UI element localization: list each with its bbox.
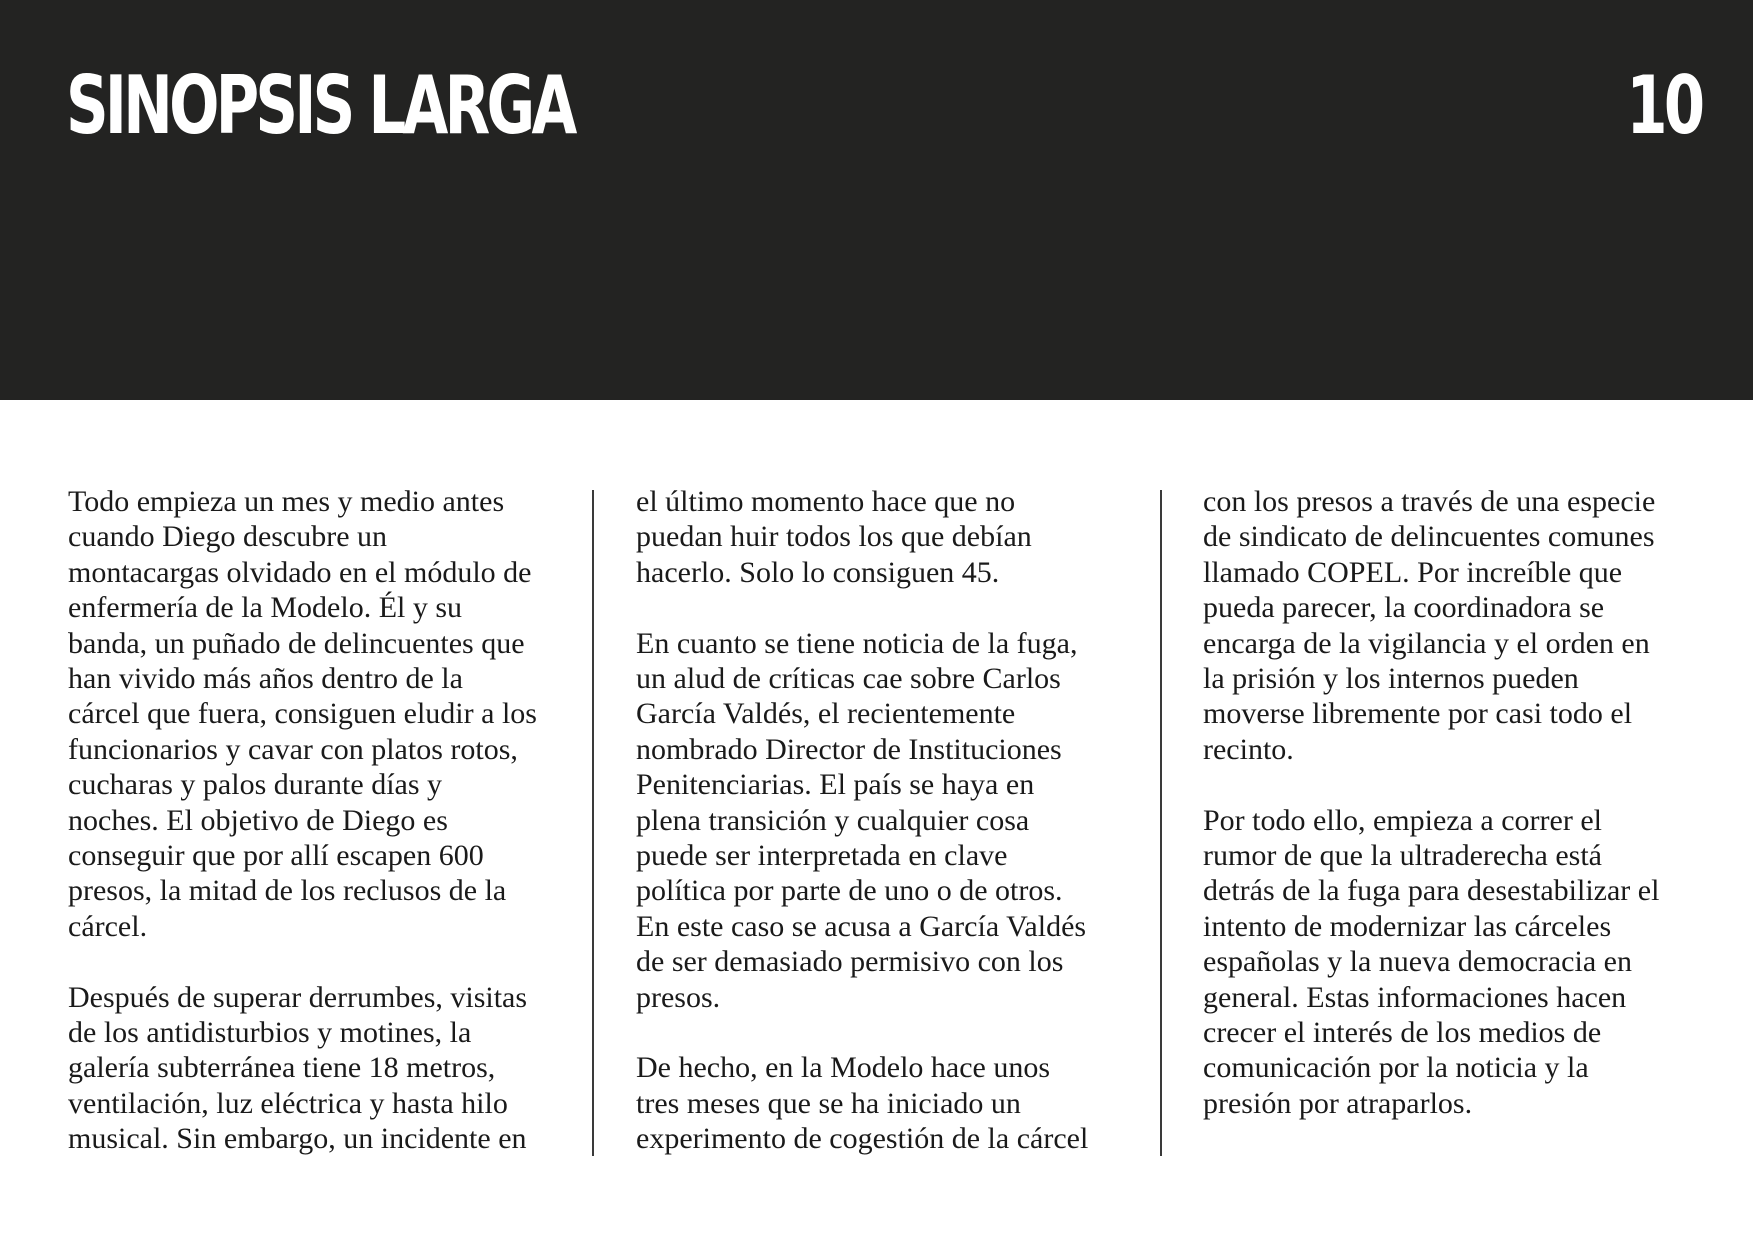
- text-line: recinto.: [1203, 732, 1294, 766]
- text-line: ventilación, luz eléctrica y hasta hilo: [68, 1086, 508, 1120]
- text-line: rumor de que la ultraderecha está: [1203, 839, 1602, 873]
- header-band: [0, 0, 1753, 400]
- text-line: montacargas olvidado en el módulo de: [68, 555, 532, 589]
- page-title: SINOPSIS LARGA: [66, 59, 574, 152]
- paragraph: [68, 980, 578, 1157]
- text-line: experimento de cogestión de la cárcel: [636, 1122, 1089, 1156]
- column-divider: [1160, 490, 1162, 1156]
- text-column-3: [1203, 484, 1713, 1157]
- text-line: puede ser interpretada en clave: [636, 839, 1008, 873]
- text-line: la prisión y los internos pueden: [1203, 662, 1579, 696]
- text-line: presos.: [636, 980, 721, 1014]
- text-line: Todo empieza un mes y medio antes: [68, 485, 505, 518]
- text-line: de los antidisturbios y motines, la: [68, 1016, 472, 1050]
- text-line: con los presos a través de una especie: [1203, 485, 1656, 518]
- text-line: moverse libremente por casi todo el: [1203, 697, 1633, 731]
- text-line: españolas y la nueva democracia en: [1203, 945, 1632, 979]
- text-line: detrás de la fuga para desestabilizar el: [1203, 874, 1660, 908]
- text-line: En cuanto se tiene noticia de la fuga,: [636, 626, 1078, 660]
- text-line: noches. El objetivo de Diego es: [68, 803, 448, 837]
- text-line: el último momento hace que no: [636, 485, 1016, 518]
- text-line: presos, la mitad de los reclusos de la: [68, 874, 507, 908]
- paragraph: [1203, 484, 1713, 767]
- text-line: intento de modernizar las cárceles: [1203, 909, 1612, 943]
- paragraph: [1203, 803, 1713, 1122]
- column-divider: [592, 490, 594, 1156]
- text-line: política por parte de uno o de otros.: [636, 874, 1063, 908]
- text-line: enfermería de la Modelo. Él y su: [68, 591, 463, 625]
- text-line: crecer el interés de los medios de: [1203, 1016, 1602, 1050]
- text-line: de ser demasiado permisivo con los: [636, 945, 1064, 979]
- text-line: cucharas y palos durante días y: [68, 768, 443, 802]
- page-number: 10: [1626, 59, 1701, 152]
- text-line: de sindicato de delincuentes comunes: [1203, 520, 1655, 554]
- paragraph: [636, 484, 1146, 590]
- text-line: puedan huir todos los que debían: [636, 520, 1032, 554]
- text-line: cárcel que fuera, consiguen eludir a los: [68, 697, 537, 731]
- text-line: han vivido más años dentro de la: [68, 662, 463, 696]
- text-line: tres meses que se ha iniciado un: [636, 1086, 1021, 1120]
- text-line: pueda parecer, la coordinadora se: [1203, 591, 1605, 625]
- text-column-2: [636, 484, 1146, 1192]
- text-line: conseguir que por allí escapen 600: [68, 839, 484, 873]
- text-line: Penitenciarias. El país se haya en: [636, 768, 1035, 802]
- text-line: encarga de la vigilancia y el orden en: [1203, 626, 1650, 660]
- text-line: banda, un puñado de delincuentes que: [68, 626, 525, 660]
- text-line: De hecho, en la Modelo hace unos: [636, 1051, 1051, 1085]
- text-line: García Valdés, el recientemente: [636, 697, 1016, 731]
- text-line: funcionarios y cavar con platos rotos,: [68, 732, 518, 766]
- paragraph: [636, 1050, 1146, 1156]
- text-line: general. Estas informaciones hacen: [1203, 980, 1627, 1014]
- text-line: plena transición y cualquier cosa: [636, 803, 1030, 837]
- text-line: galería subterránea tiene 18 metros,: [68, 1051, 496, 1085]
- text-line: Por todo ello, empieza a correr el: [1203, 803, 1602, 837]
- paragraph: [636, 626, 1146, 1015]
- text-line: un alud de críticas cae sobre Carlos: [636, 662, 1061, 696]
- text-line: presión por atraparlos.: [1203, 1086, 1473, 1120]
- text-line: llamado COPEL. Por increíble que: [1203, 555, 1623, 589]
- text-column-1: [68, 484, 578, 1192]
- paragraph: [68, 484, 578, 944]
- text-line: cuando Diego descubre un: [68, 520, 388, 554]
- text-line: cárcel.: [68, 909, 148, 943]
- text-line: musical. Sin embargo, un incidente en: [68, 1122, 527, 1156]
- text-line: nombrado Director de Instituciones: [636, 732, 1062, 766]
- text-line: Después de superar derrumbes, visitas: [68, 980, 528, 1014]
- text-line: hacerlo. Solo lo consiguen 45.: [636, 555, 1000, 589]
- text-line: comunicación por la noticia y la: [1203, 1051, 1589, 1085]
- text-line: En este caso se acusa a García Valdés: [636, 909, 1087, 943]
